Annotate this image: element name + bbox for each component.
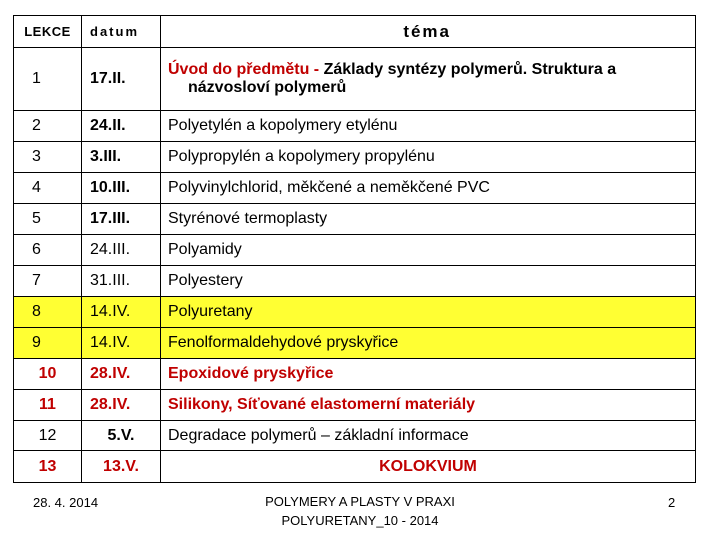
lesson-date: 17.II. bbox=[82, 48, 161, 111]
table-row bbox=[14, 204, 696, 235]
footer-date: 28. 4. 2014 bbox=[33, 495, 99, 510]
lesson-number: 9 bbox=[14, 328, 82, 359]
lesson-date: 17.III. bbox=[82, 204, 161, 235]
table-row bbox=[14, 111, 696, 142]
lesson-date: 13.V. bbox=[82, 451, 161, 483]
lesson-schedule-table bbox=[13, 15, 696, 483]
lesson-number: 12 bbox=[14, 421, 82, 451]
lesson-topic: Epoxidové pryskyřice bbox=[161, 359, 696, 390]
lesson-number: 6 bbox=[14, 235, 82, 266]
lesson-number: 2 bbox=[14, 111, 82, 142]
table-row-highlighted bbox=[14, 328, 696, 359]
footer-course-title bbox=[235, 492, 485, 530]
lesson-topic: Silikony, Síťované elastomerní materiály bbox=[161, 390, 696, 421]
lesson-topic: Fenolformaldehydové pryskyřice bbox=[161, 328, 696, 359]
lesson-number: 7 bbox=[14, 266, 82, 297]
header-lekce: LEKCE bbox=[14, 16, 82, 48]
lesson-topic: Polyetylén a kopolymery etylénu bbox=[161, 111, 696, 142]
lesson-number: 1 bbox=[14, 48, 82, 111]
lesson-topic: Polyvinylchlorid, měkčené a neměkčené PVC bbox=[161, 173, 696, 204]
table-row-highlighted bbox=[14, 297, 696, 328]
table-row bbox=[14, 173, 696, 204]
lesson-number: 11 bbox=[14, 390, 82, 421]
header-tema: téma bbox=[161, 16, 696, 48]
table-row bbox=[14, 451, 696, 483]
lesson-date: 14.IV. bbox=[82, 297, 161, 328]
table-row bbox=[14, 235, 696, 266]
lesson-date: 5.V. bbox=[82, 421, 161, 451]
lesson-number: 5 bbox=[14, 204, 82, 235]
lesson-topic: Degradace polymerů – základní informace bbox=[161, 421, 696, 451]
lesson-number: 8 bbox=[14, 297, 82, 328]
lesson-number: 13 bbox=[14, 451, 82, 483]
lesson-topic: Styrénové termoplasty bbox=[161, 204, 696, 235]
table-row bbox=[14, 48, 696, 111]
lesson-topic: Polypropylén a kopolymery propylénu bbox=[161, 142, 696, 173]
lesson-date: 28.IV. bbox=[82, 359, 161, 390]
topic-intro-label: Úvod do předmětu - bbox=[168, 61, 320, 78]
lesson-date: 24.III. bbox=[82, 235, 161, 266]
lesson-date: 3.III. bbox=[82, 142, 161, 173]
lesson-number: 3 bbox=[14, 142, 82, 173]
lesson-date: 24.II. bbox=[82, 111, 161, 142]
lesson-number: 10 bbox=[14, 359, 82, 390]
table-row bbox=[14, 266, 696, 297]
table-row bbox=[14, 359, 696, 390]
lesson-topic bbox=[161, 48, 696, 111]
lesson-date: 10.III. bbox=[82, 173, 161, 204]
topic-text: Základy syntézy polymerů. Struktura a bbox=[323, 61, 617, 78]
lesson-date: 28.IV. bbox=[82, 390, 161, 421]
lesson-date: 31.III. bbox=[82, 266, 161, 297]
lesson-topic: Polyestery bbox=[161, 266, 696, 297]
header-row bbox=[14, 16, 696, 48]
lesson-number: 4 bbox=[14, 173, 82, 204]
footer-course-line2: POLYURETANY_10 - 2014 bbox=[281, 513, 439, 528]
lesson-topic-kolokvium: KOLOKVIUM bbox=[161, 451, 696, 483]
table-row bbox=[14, 421, 696, 451]
lesson-topic: Polyamidy bbox=[161, 235, 696, 266]
table-row bbox=[14, 142, 696, 173]
lesson-date: 14.IV. bbox=[82, 328, 161, 359]
footer-course-line1: POLYMERY A PLASTY V PRAXI bbox=[265, 494, 455, 509]
topic-text-line2: názvosloví polymerů bbox=[188, 79, 347, 96]
header-datum: datum bbox=[82, 16, 161, 48]
footer-page-number: 2 bbox=[668, 495, 676, 510]
lesson-topic: Polyuretany bbox=[161, 297, 696, 328]
table-row bbox=[14, 390, 696, 421]
